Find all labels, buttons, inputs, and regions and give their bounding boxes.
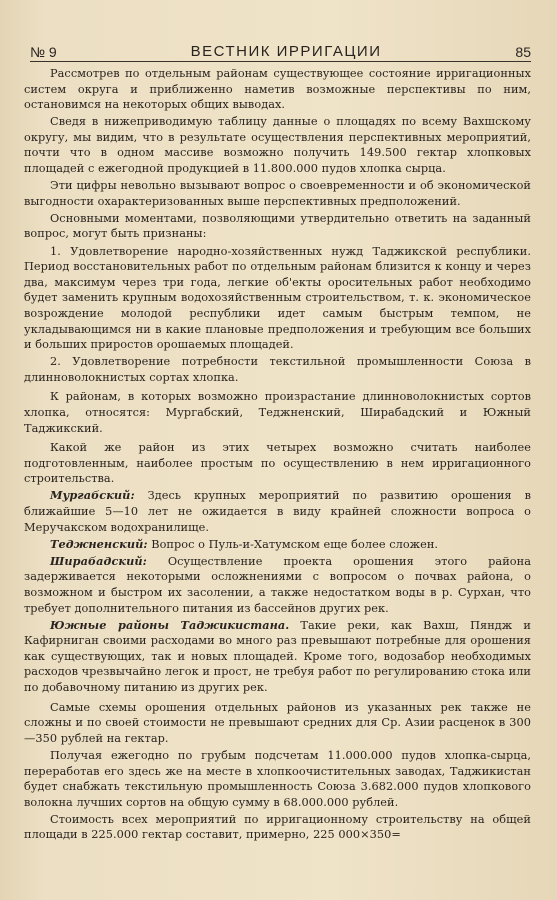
header-rule xyxy=(30,61,531,62)
paragraph-tedzhen: Теджненский: Вопрос о Пуль-и-Хатумском еще более сложен. xyxy=(50,536,439,551)
paragraph: Рассмотрев по отдельным районам существующее состояние ирригационных систем округа и приближенно наметив возможные перспективы по ним, остановимся на некоторых общих выводах. xyxy=(24,67,531,112)
article-body xyxy=(24,66,531,845)
paragraph: Самые схемы орошения отдельных районов из указанных рек также не сложны и по своей стоимости не превышают средних для Ср. Азии расценок в 300—350 рублей на гектар. xyxy=(24,700,531,745)
paragraph: 2. Удовлетворение потребности текстильной промышленности Союза в длинноволокнистых сортах хлопка. xyxy=(24,355,531,384)
paragraph: Основными моментами, позволяющими утвердительно ответить на заданный вопрос, могут быть признаны: xyxy=(24,211,531,241)
region-lead: Южные районы Таджикистана. xyxy=(50,617,290,632)
region-lead: Теджненский: xyxy=(50,536,148,551)
page-number: 85 xyxy=(515,44,531,60)
paragraph: Какой же район из этих четырех возможно считать наиболее подготовленным, наиболее простым по осуществлению в нем ирригационного строительства. xyxy=(24,441,531,486)
paragraph: Сведя в нижеприводимую таблицу данные о площадях по всему Вахшскому округу, мы видим, что в результате осуществления перспективных мероприятий, почти что в одном массиве возможно получить 149.500 гектар хлопковых площадей с ежегодной продукцией в 11.800.000 пудов хлопка сырца. xyxy=(24,115,531,176)
region-lead: Ширабадский: xyxy=(50,553,147,568)
paragraph-shirabad: Ширабадский: Осуществление проекта орошения этого района задерживается некоторыми осложнениями с вопросом о почвах района, о возможном и быстром их засолении, а также недостатком воды в р. Сурхан, что требует дополнительного питания из бассейнов других рек. xyxy=(24,553,531,615)
paragraph: 1. Удовлетворение народно-хозяйственных нужд Таджикской республики. Период восстановительных работ по отдельным районам близится к концу и через два, максимум через три года, легкие об'екты оросительных работ необходимо будет заменить крупным водохозяйственным строительством, т. к. экономическое возрождение молодой республики идет самым быстрым темпом, не укладывающимся ни в какие плановые предположения и требующим все больших и больших приростов орошаемых площадей. xyxy=(24,244,531,352)
paragraph: Эти цифры невольно вызывают вопрос о своевременности и об экономической выгодности охарактеризованных выше перспективных предположений. xyxy=(24,179,531,208)
paragraph-south-tajik: Южные районы Таджикистана. Такие реки, как Вахш, Пяндж и Кафирниган своими расходами во много раз превышают потребные для орошения как существующих, так и новых площадей. Кроме того, водозабор необходимых расходов чрезвычайно легок и прост, не требуя работ по регулированию стока или по добавочному питанию из других рек. xyxy=(24,617,531,695)
issue-number: № 9 xyxy=(30,44,57,60)
paragraph: Стоимость всех мероприятий по ирригационному строительству на общей площади в 225.000 гектар составит, примерно, 225 000×350= xyxy=(24,812,531,842)
paragraph: К районам, в которых возможно произрастание длинноволокнистых сортов хлопка, относятся: Мургабский, Теджненский, Ширабадский и Южный Таджикский. xyxy=(24,390,531,435)
running-header xyxy=(30,36,531,60)
region-lead: Мургабский: xyxy=(50,488,135,503)
paragraph: Получая ежегодно по грубым подсчетам 11.000.000 пудов хлопка-сырца, переработав его здесь же на месте в хлопкоочистительных заводах, Таджикистан будет снабжать текстильную промышленность Союза 3.682.000 пудов хлопкового волокна лучших сортов на общую сумму в 68.000.000 рублей. xyxy=(24,748,531,809)
journal-title: ВЕСТНИК ИРРИГАЦИИ xyxy=(190,43,382,60)
paragraph-murgab: Мургабский: Здесь крупных мероприятий по развитию орошения в ближайшие 5—10 лет не ожидается в виду крайней сложности вопроса о Меручакском водохранилище. xyxy=(24,488,531,534)
